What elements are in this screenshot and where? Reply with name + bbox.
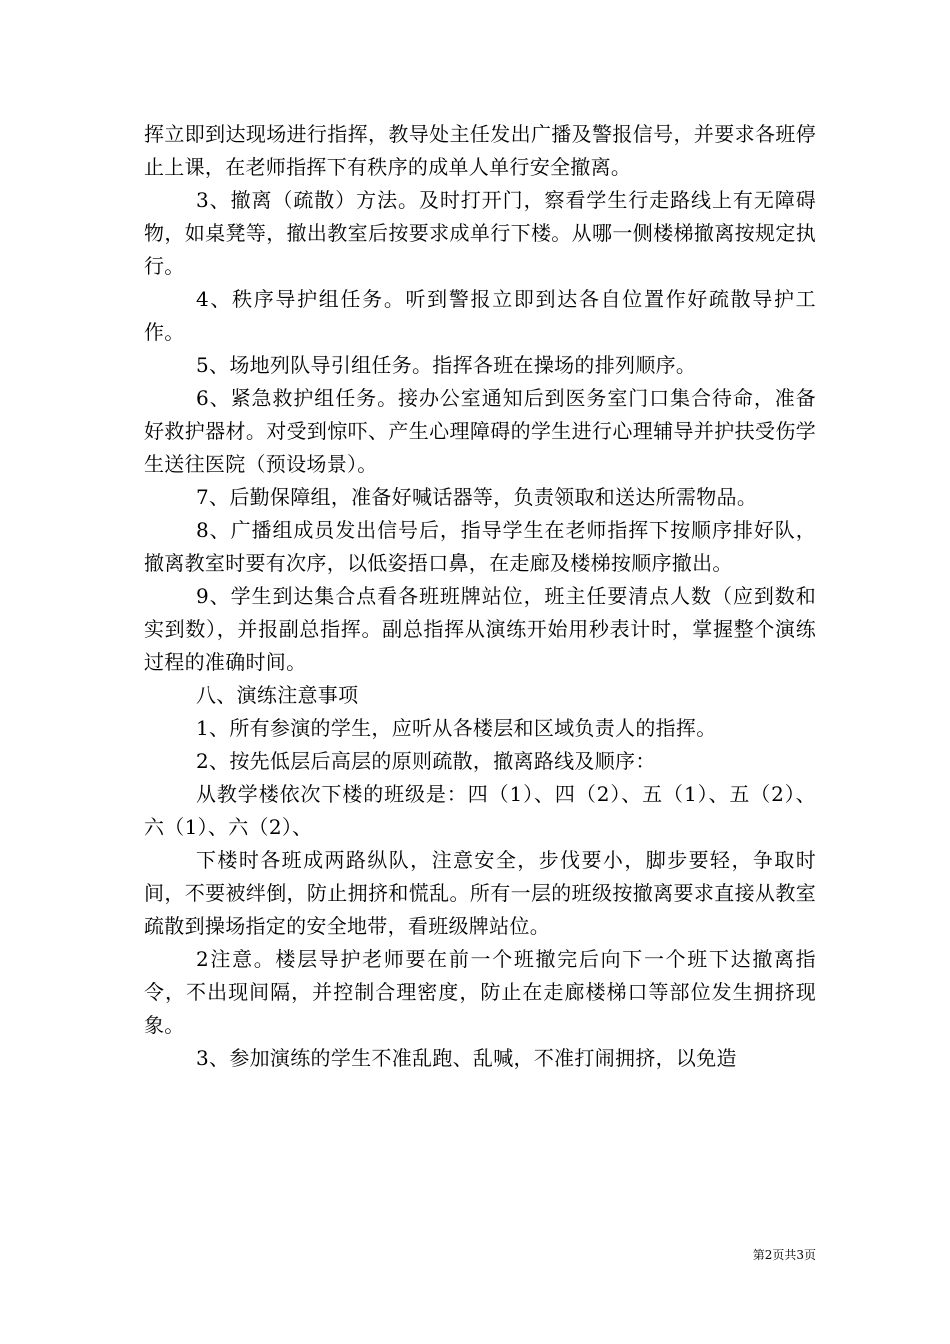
body-paragraph: 1、所有参演的学生，应听从各楼层和区域负责人的指挥。: [196, 716, 717, 740]
body-paragraph: 9、学生到达集合点看各班班牌站位，班主任要清点人数（应到数和实到数），并报副总指挥。副总指挥从演练开始用秒表计时，掌握整个演练过程的准确时间。: [144, 584, 816, 674]
body-paragraph: 2、按先低层后高层的原则疏散，撤离路线及顺序：: [196, 749, 656, 773]
body-paragraph: 2注意。楼层导护老师要在前一个班撤完后向下一个班下达撤离指令，不出现间隔，并控制合理密度，防止在走廊楼梯口等部位发生拥挤现象。: [144, 947, 816, 1037]
body-paragraph: 7、后勤保障组，准备好喊话器等，负责领取和送达所需物品。: [196, 485, 758, 509]
body-paragraph: 从教学楼依次下楼的班级是：四（1）、四（2）、五（1）、五（2）、六（1）、六（2）、: [144, 782, 816, 839]
body-paragraph: 6、紧急救护组任务。接办公室通知后到医务室门口集合待命，准备好救护器材。对受到惊吓、产生心理障碍的学生进行心理辅导并护扶受伤学生送往医院（预设场景）。: [144, 386, 816, 476]
body-paragraph: 挥立即到达现场进行指挥，教导处主任发出广播及警报信号，并要求各班停止上课，在老师指挥下有秩序的成单人单行安全撤离。: [144, 122, 816, 179]
body-paragraph: 8、广播组成员发出信号后，指导学生在老师指挥下按顺序排好队，撤离教室时要有次序，以低姿捂口鼻，在走廊及楼梯按顺序撤出。: [144, 518, 816, 575]
body-paragraph: 3、撤离（疏散）方法。及时打开门，察看学生行走路线上有无障碍物，如桌凳等，撤出教室后按要求成单行下楼。从哪一侧楼梯撤离按规定执行。: [144, 188, 816, 278]
body-paragraph: 下楼时各班成两路纵队，注意安全，步伐要小，脚步要轻，争取时间，不要被绊倒，防止拥挤和慌乱。所有一层的班级按撤离要求直接从教室疏散到操场指定的安全地带，看班级牌站位。: [144, 848, 816, 938]
page-number-footer: 第2页共3页: [752, 1248, 816, 1262]
body-paragraph: 八、演练注意事项: [196, 683, 359, 707]
body-paragraph: 4、秩序导护组任务。听到警报立即到达各自位置作好疏散导护工作。: [144, 287, 816, 344]
document-body: [144, 118, 816, 1075]
body-paragraph: 3、参加演练的学生不准乱跑、乱喊，不准打闹拥挤，以免造: [196, 1046, 737, 1070]
body-paragraph: 5、场地列队导引组任务。指挥各班在操场的排列顺序。: [196, 353, 697, 377]
